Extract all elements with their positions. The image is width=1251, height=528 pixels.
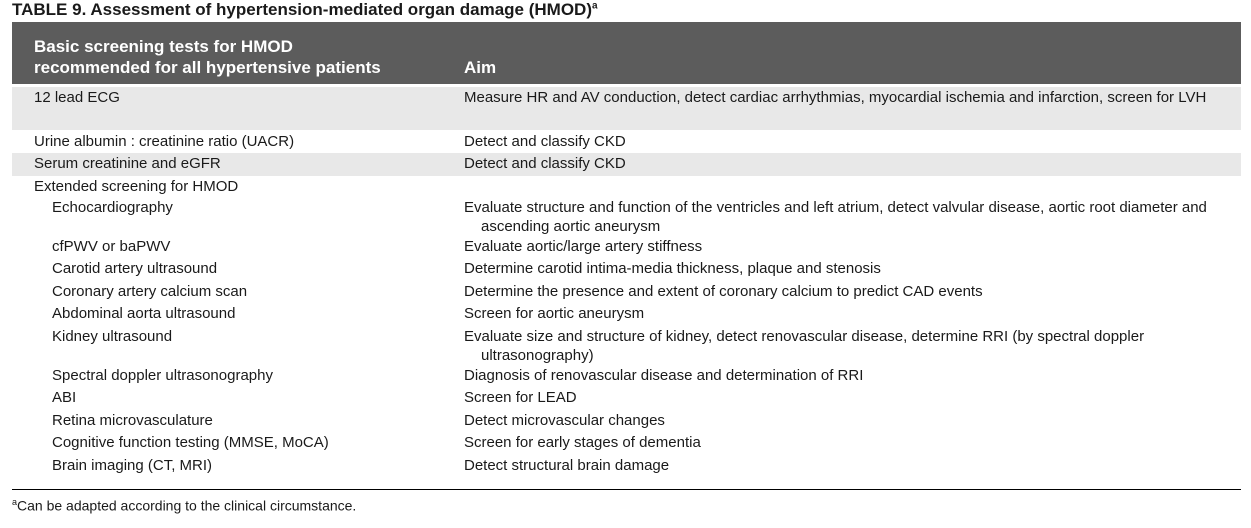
header-tests-line1: Basic screening tests for HMOD (34, 37, 293, 56)
header-tests-line2: recommended for all hypertensive patients (34, 58, 381, 77)
row-test: Echocardiography (52, 199, 173, 216)
table-row (12, 432, 1241, 455)
row-test: 12 lead ECG (34, 89, 120, 106)
row-aim: Determine the presence and extent of coronary calcium to predict CAD events (464, 283, 983, 300)
row-test: Serum creatinine and eGFR (34, 155, 221, 172)
table-row (12, 387, 1241, 410)
row-section-heading: Extended screening for HMOD (34, 178, 239, 195)
table-row (12, 281, 1241, 303)
table-row (12, 176, 1241, 197)
row-test: Coronary artery calcium scan (52, 283, 248, 300)
footnote-divider (12, 489, 1241, 490)
table-row (12, 197, 1241, 236)
header-tests (34, 36, 381, 78)
row-aim: Determine carotid intima-media thickness, plaque and stenosis (464, 260, 881, 277)
row-test: Brain imaging (CT, MRI) (52, 457, 213, 474)
row-aim: Evaluate aortic/large artery stiffness (464, 238, 703, 255)
table-row (12, 303, 1241, 326)
table-title-text: TABLE 9. Assessment of hypertension-mediated organ damage (HMOD) (12, 0, 592, 19)
row-aim: Detect microvascular changes (464, 412, 665, 429)
row-test: Retina microvasculature (52, 412, 213, 429)
row-aim: Detect structural brain damage (464, 457, 670, 474)
row-aim: Screen for aortic aneurysm (464, 305, 645, 322)
table-row (12, 236, 1241, 258)
row-test: Spectral doppler ultrasonography (52, 367, 273, 384)
title-footnote-mark: a (591, 0, 598, 12)
row-test: Cognitive function testing (MMSE, MoCA) (52, 434, 329, 451)
header-aim: Aim (464, 58, 497, 77)
table-row (12, 87, 1241, 130)
row-aim: Detect and classify CKD (464, 133, 626, 150)
row-aim: Measure HR and AV conduction, detect cardiac arrhythmias, myocardial ischemia and infarction, screen for LVH (464, 89, 1207, 106)
table-row (12, 326, 1241, 365)
footnote-mark: a (12, 497, 18, 507)
row-test: cfPWV or baPWV (52, 238, 171, 255)
table-row (12, 130, 1241, 153)
table-title (12, 0, 598, 20)
row-aim: Screen for LEAD (464, 389, 577, 406)
table-header (12, 22, 1241, 84)
hmod-table (12, 22, 1241, 477)
row-test: Carotid artery ultrasound (52, 260, 218, 277)
table-row (12, 258, 1241, 281)
row-aim: Evaluate size and structure of kidney, detect renovascular disease, determine RRI (by spectral doppler ultrasonography) (464, 328, 1145, 364)
row-aim: Screen for early stages of dementia (464, 434, 701, 451)
table-row (12, 365, 1241, 387)
row-aim: Evaluate structure and function of the ventricles and left atrium, detect valvular disease, aortic root diameter and ascending aortic aneurysm (464, 199, 1207, 235)
table-row (12, 153, 1241, 176)
row-aim: Diagnosis of renovascular disease and determination of RRI (464, 367, 864, 384)
row-aim: Detect and classify CKD (464, 155, 626, 172)
row-test: Abdominal aorta ultrasound (52, 305, 236, 322)
table-row (12, 455, 1241, 477)
table-row (12, 410, 1241, 432)
table-footnote (12, 497, 356, 514)
row-test: Urine albumin : creatinine ratio (UACR) (34, 133, 295, 150)
row-test: ABI (52, 389, 77, 406)
footnote-text: Can be adapted according to the clinical circumstance. (17, 497, 357, 514)
row-test: Kidney ultrasound (52, 328, 173, 345)
